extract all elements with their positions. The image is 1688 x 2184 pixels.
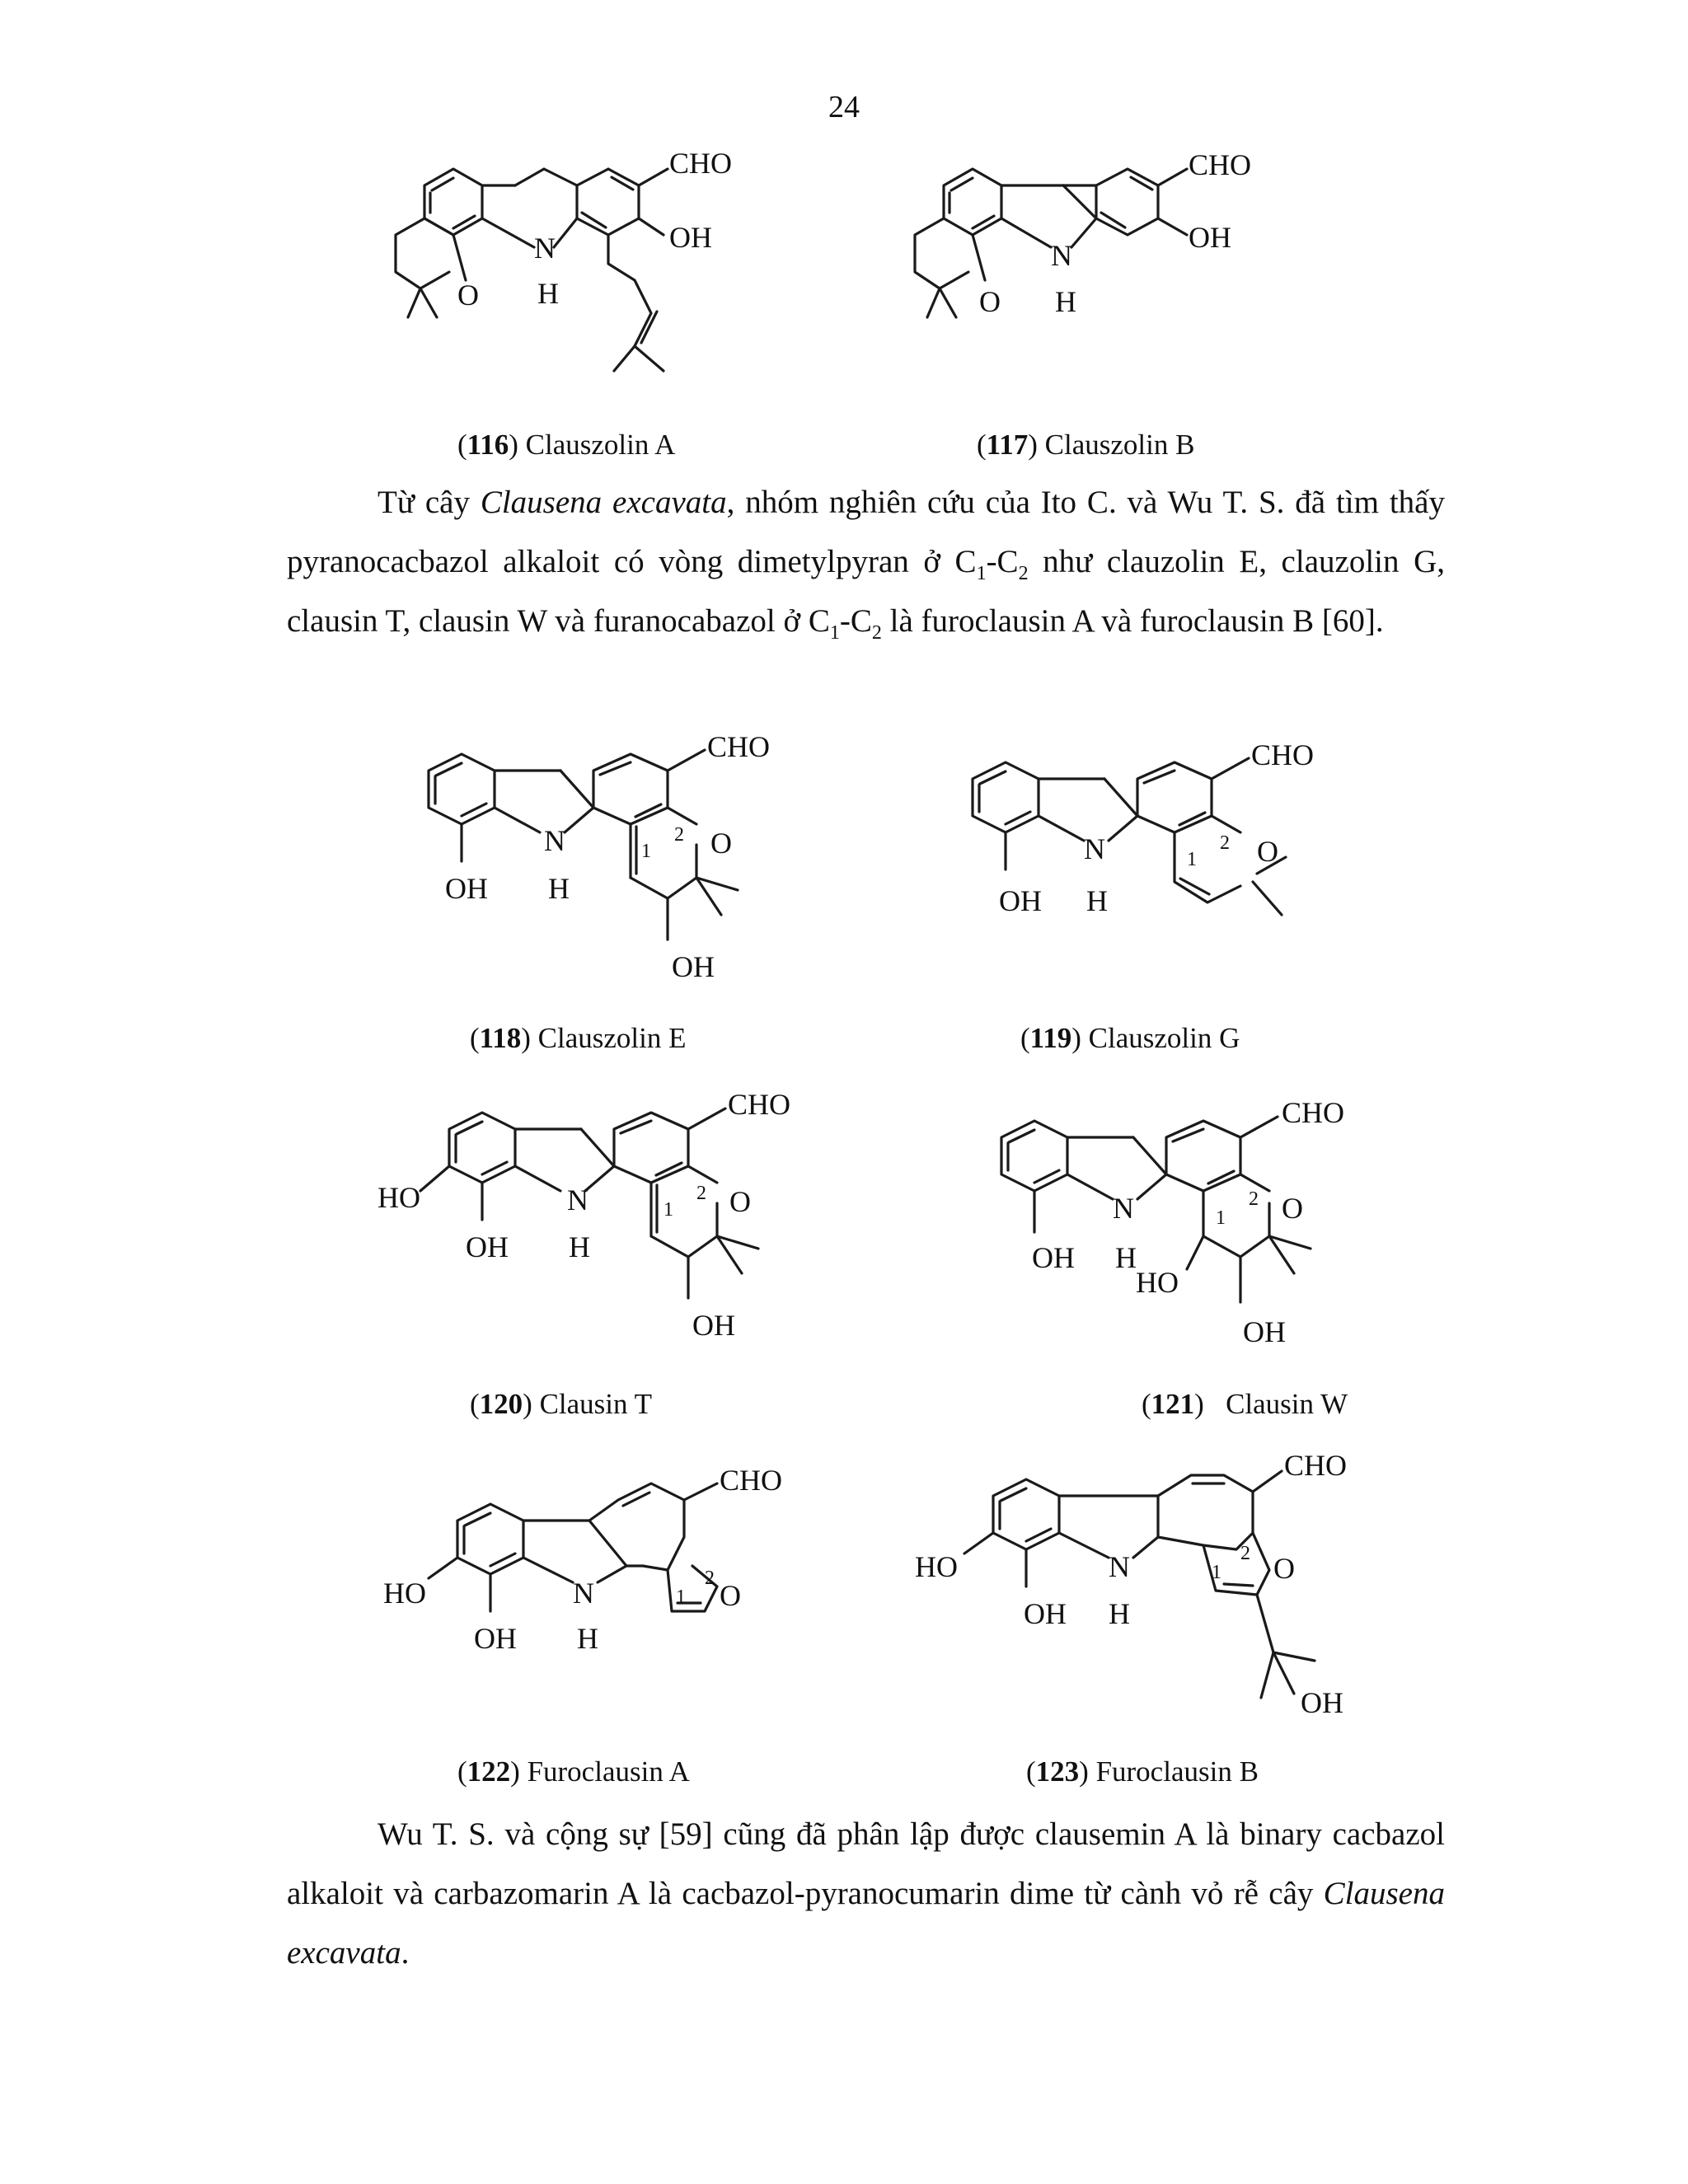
svg-text:2: 2 bbox=[1240, 1543, 1250, 1564]
svg-text:2: 2 bbox=[1249, 1188, 1259, 1210]
svg-text:2: 2 bbox=[674, 824, 684, 846]
svg-text:N: N bbox=[573, 1577, 594, 1610]
svg-text:OH: OH bbox=[692, 1309, 735, 1342]
svg-text:N: N bbox=[1051, 239, 1072, 272]
svg-text:1: 1 bbox=[676, 1586, 686, 1608]
structure-117-clauszolin-b bbox=[890, 148, 1302, 412]
svg-text:H: H bbox=[1055, 285, 1076, 318]
svg-text:O: O bbox=[1273, 1552, 1295, 1585]
svg-text:CHO: CHO bbox=[1282, 1096, 1345, 1129]
structure-122-furoclausin-a bbox=[379, 1464, 824, 1665]
structure-118-clauszolin-e bbox=[412, 725, 841, 997]
svg-text:O: O bbox=[457, 279, 479, 312]
svg-text:CHO: CHO bbox=[707, 730, 771, 763]
caption-119: (119) Clauszolin G bbox=[1020, 1022, 1240, 1054]
svg-text:H: H bbox=[569, 1230, 590, 1263]
svg-text:OH: OH bbox=[669, 221, 712, 254]
svg-text:CHO: CHO bbox=[1284, 1449, 1348, 1482]
svg-text:N: N bbox=[1109, 1550, 1130, 1583]
structure-123-furoclausin-b bbox=[907, 1451, 1385, 1731]
svg-text:N: N bbox=[1113, 1192, 1134, 1225]
svg-text:2: 2 bbox=[696, 1183, 706, 1204]
svg-text:OH: OH bbox=[1024, 1597, 1067, 1630]
svg-text:O: O bbox=[1257, 835, 1278, 868]
svg-text:OH: OH bbox=[466, 1230, 509, 1263]
svg-text:CHO: CHO bbox=[669, 147, 733, 180]
structure-119-clauszolin-g bbox=[956, 733, 1368, 981]
page-number: 24 bbox=[828, 90, 860, 124]
svg-text:2: 2 bbox=[705, 1568, 715, 1589]
svg-text:1: 1 bbox=[1212, 1562, 1221, 1583]
svg-text:1: 1 bbox=[1187, 849, 1197, 870]
svg-text:1: 1 bbox=[641, 841, 651, 862]
svg-text:OH: OH bbox=[672, 950, 715, 983]
svg-text:1: 1 bbox=[1216, 1207, 1226, 1229]
svg-text:H: H bbox=[577, 1622, 598, 1655]
structure-120-clausin-t bbox=[371, 1080, 832, 1352]
caption-116: (116) Clauszolin A bbox=[457, 429, 676, 461]
structure-116-clauszolin-a bbox=[379, 148, 742, 412]
svg-text:OH: OH bbox=[1243, 1315, 1286, 1348]
svg-text:N: N bbox=[534, 232, 556, 265]
svg-text:H: H bbox=[537, 277, 559, 310]
svg-text:H: H bbox=[1109, 1597, 1130, 1630]
svg-text:CHO: CHO bbox=[1189, 148, 1252, 181]
svg-text:H: H bbox=[1086, 884, 1108, 917]
svg-text:N: N bbox=[544, 824, 565, 857]
svg-text:OH: OH bbox=[1032, 1241, 1075, 1274]
svg-text:HO: HO bbox=[1136, 1266, 1179, 1299]
svg-text:O: O bbox=[729, 1185, 751, 1218]
svg-text:OH: OH bbox=[999, 884, 1042, 917]
svg-text:OH: OH bbox=[445, 872, 488, 905]
paragraph-1: Từ cây Clausena excavata, nhóm nghiên cứu của Ito C. và Wu T. S. đã tìm thấy pyranocacbazol alkaloit có vòng dimetylpyran ở $C_1-C_2$ như clauzolin E, clauzolin G, clausin T, clausin W và furanocabazol ở $C_1-C_2$ là furoclausin A và furoclausin B [60]. bbox=[287, 485, 1445, 644]
svg-text:O: O bbox=[979, 285, 1001, 318]
svg-text:1: 1 bbox=[663, 1199, 673, 1221]
svg-text:H: H bbox=[548, 872, 570, 905]
caption-123: (123) Furoclausin B bbox=[1026, 1755, 1259, 1788]
caption-117: (117) Clauszolin B bbox=[977, 429, 1195, 461]
svg-text:CHO: CHO bbox=[720, 1464, 783, 1497]
svg-text:O: O bbox=[720, 1579, 741, 1612]
svg-text:HO: HO bbox=[377, 1181, 420, 1214]
svg-text:OH: OH bbox=[1189, 221, 1231, 254]
caption-121: (121) Clausin W bbox=[1142, 1388, 1348, 1420]
paragraph-2: Wu T. S. và cộng sự [59] cũng đã phân lập được clausemin A là binary cacbazol alkaloit và carbazomarin A là cacbazol-pyranocumarin dime từ cành vỏ rễ cây Clausena excavata. bbox=[287, 1816, 1445, 1971]
structure-121-clausin-w bbox=[973, 1088, 1385, 1368]
svg-text:HO: HO bbox=[383, 1577, 426, 1610]
svg-text:CHO: CHO bbox=[728, 1088, 791, 1121]
svg-text:OH: OH bbox=[474, 1622, 517, 1655]
svg-text:O: O bbox=[710, 827, 732, 860]
svg-text:N: N bbox=[1084, 832, 1105, 865]
svg-text:2: 2 bbox=[1220, 832, 1230, 854]
caption-122: (122) Furoclausin A bbox=[457, 1755, 690, 1788]
svg-text:CHO: CHO bbox=[1251, 738, 1315, 771]
svg-text:H: H bbox=[1115, 1241, 1137, 1274]
svg-text:O: O bbox=[1282, 1192, 1303, 1225]
svg-text:N: N bbox=[567, 1183, 588, 1216]
svg-text:HO: HO bbox=[915, 1550, 958, 1583]
caption-120: (120) Clausin T bbox=[470, 1388, 653, 1420]
svg-text:OH: OH bbox=[1301, 1686, 1343, 1719]
caption-118: (118) Clauszolin E bbox=[470, 1022, 687, 1054]
